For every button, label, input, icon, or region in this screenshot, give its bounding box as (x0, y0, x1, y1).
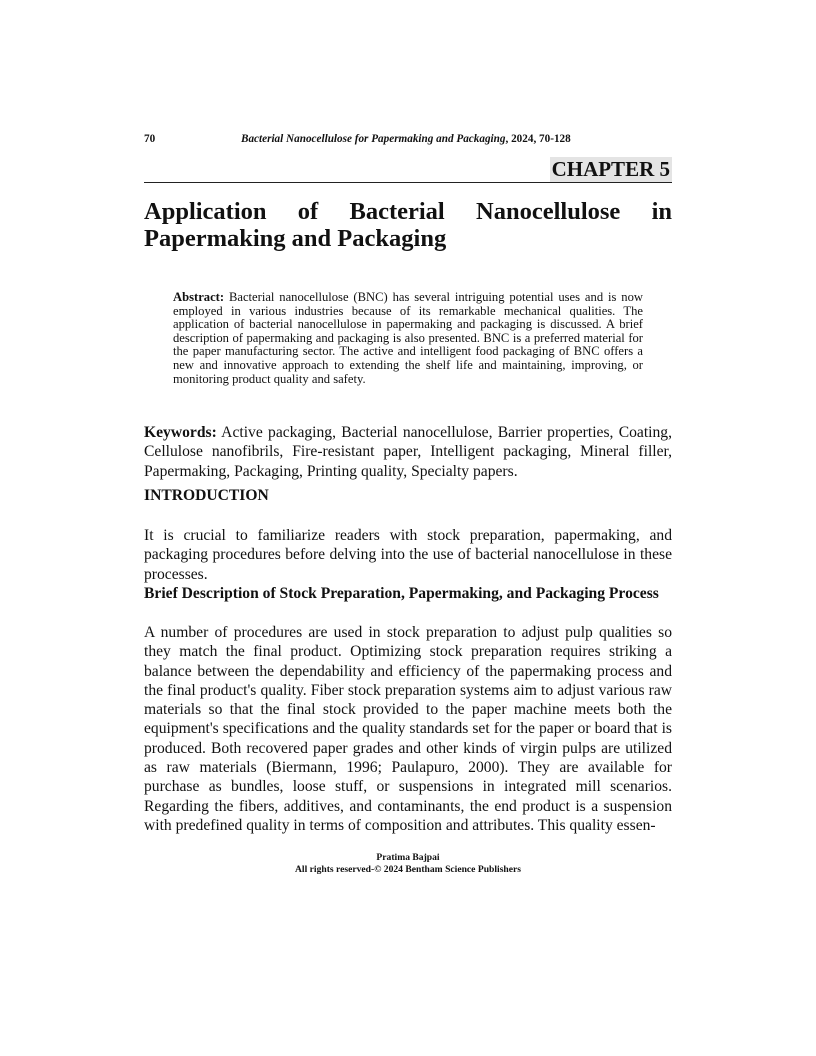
footer-author: Pratima Bajpai (376, 852, 440, 863)
divider (144, 182, 672, 183)
journal-citation (241, 133, 571, 145)
title-line-1: Application of Bacterial Nanocellulose in (144, 198, 672, 225)
journal-title: Bacterial Nanocellulose for Papermaking and Packaging (241, 133, 506, 145)
chapter-title (144, 198, 672, 252)
abstract-label: Abstract: (173, 290, 225, 304)
page-number: 70 (144, 133, 156, 145)
abstract-text: Bacterial nanocellulose (BNC) has several intriguing potential uses and is now employed in various industries because of its remarkable mechanical qualities. The application of bacterial nanocellulose in papermaking and packaging is discussed. A brief description of papermaking and packaging is also presented. BNC is a preferred material for the paper manufacturing sector. The active and intelligent food packaging of BNC offers a new and innovative approach to extending the shelf life and maintaining, improving, or monitoring product quality and safety. (173, 290, 643, 386)
section-heading-introduction: INTRODUCTION (144, 487, 269, 504)
abstract (173, 291, 643, 386)
keywords-label: Keywords: (144, 424, 217, 441)
intro-paragraph: It is crucial to familiarize readers with stock preparation, papermaking, and packaging procedures before delving into the use of bacterial nanocellulose in these processes. (144, 527, 672, 583)
keywords (144, 423, 672, 481)
journal-citation-details: , 2024, 70-128 (505, 133, 571, 145)
footer-rights: All rights reserved-© 2024 Bentham Science Publishers (294, 864, 522, 875)
chapter-label: CHAPTER 5 (551, 157, 670, 181)
title-line-2: Papermaking and Packaging (144, 225, 447, 252)
body-paragraph: A number of procedures are used in stock preparation to adjust pulp qualities so they match the final product. Optimizing stock preparation requires striking a balance between the dependability and efficiency of the papermaking process and the final product's quality. Fiber stock preparation systems aim to adjust various raw materials so that the final stock provided to the paper machine meets both the equipment's specifications and the quality standards set for the paper or board that is produced. Both recovered paper grades and other kinds of virgin pulps are utilized as raw materials (Biermann, 1996; Paulapuro, 2000). They are available for purchase as bundles, loose stuff, or suspensions in integrated mill scenarios. Regarding the fibers, additives, and contaminants, the end product is a suspension with predefined quality in terms of composition and attributes. This quality essen- (144, 624, 672, 834)
keywords-text: Active packaging, Bacterial nanocellulose, Barrier properties, Coating, Cellulose nanofibrils, Fire-resistant paper, Intelligent packaging, Mineral filler, Papermaking, Packaging, Printing quality, Specialty papers. (144, 424, 672, 480)
page-footer (144, 852, 672, 876)
subsection-heading: Brief Description of Stock Preparation, Papermaking, and Packaging Process (144, 585, 659, 602)
